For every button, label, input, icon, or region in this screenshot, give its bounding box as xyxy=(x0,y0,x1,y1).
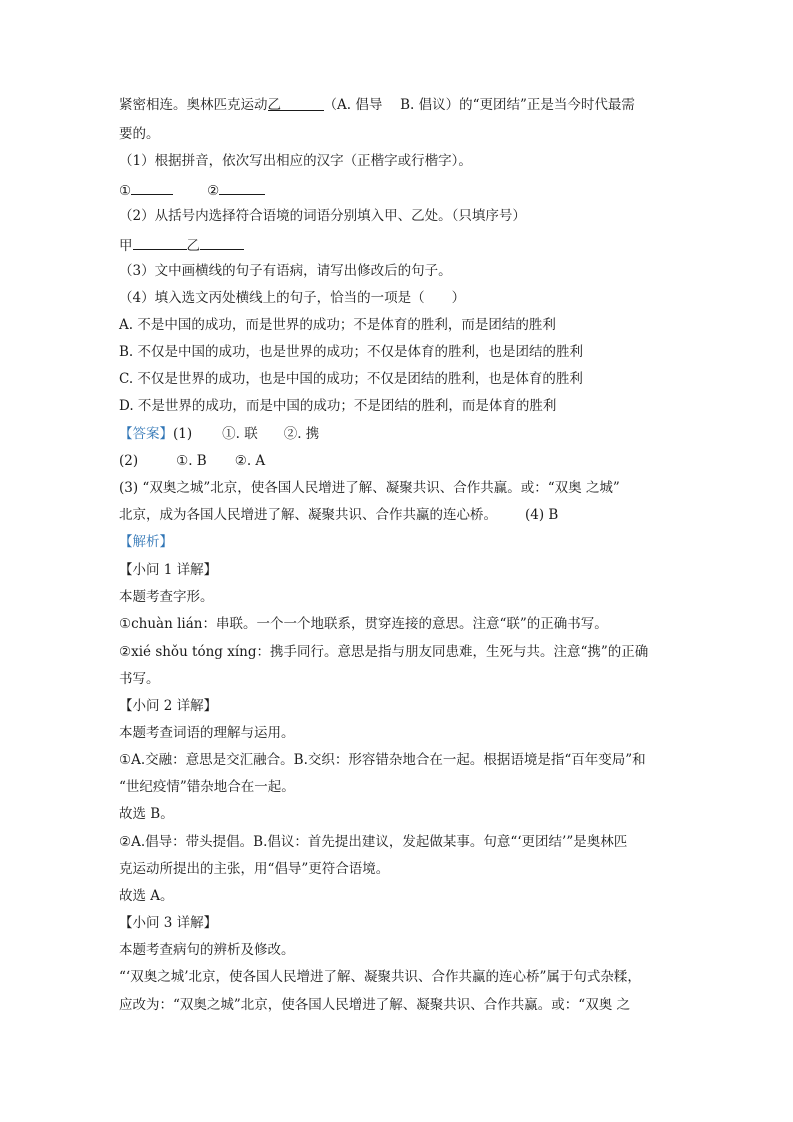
section-1-line: 书写。 xyxy=(119,671,160,687)
option-b: B. 不仅是中国的成功，也是世界的成功；不仅是体育的胜利，也是团结的胜利 xyxy=(119,344,584,360)
answer-3-cont: 北京，成为各国人民增进了解、凝聚共识、合作共赢的连心桥。 xyxy=(119,507,497,523)
option-d: D. 不是世界的成功，而是中国的成功；不是团结的胜利，而是体育的胜利 xyxy=(119,398,557,414)
section-2-line: 克运动所提出的主张，用“倡导”更符合语境。 xyxy=(119,861,390,877)
answer-line-2 xyxy=(119,452,679,470)
section-3-title: 【小问 3 详解】 xyxy=(119,915,218,931)
section-2-line: 本题考查词语的理解与运用。 xyxy=(119,725,295,741)
analysis-label: 【解析】 xyxy=(119,534,173,550)
intro-text: 紧密相连。奥林匹克运动 xyxy=(119,97,268,113)
section-2-line: 故选 A。 xyxy=(119,888,174,904)
section-2-line: 故选 B。 xyxy=(119,806,174,822)
answer-label: 【答案】 xyxy=(119,426,173,442)
intro-line-1 xyxy=(119,96,679,114)
blank-jia xyxy=(133,235,187,250)
blank-mark-yi: 乙 xyxy=(267,97,281,113)
answer-2-b: ②. A xyxy=(234,453,266,469)
question-3: （3）文中画横线的句子有语病，请写出修改后的句子。 xyxy=(119,263,452,279)
section-2-title: 【小问 2 详解】 xyxy=(119,698,218,714)
blank-1-label: ① xyxy=(119,183,132,199)
answer-line-4 xyxy=(119,506,679,524)
question-4: （4）填入选文丙处横线上的句子，恰当的一项是（ ） xyxy=(119,290,466,306)
answer-num-1: (1) xyxy=(173,426,193,442)
intro-options: （A. 倡导 B. 倡议）的“更团结”正是当今时代最需 xyxy=(323,97,635,113)
intro-text-cont: 要的。 xyxy=(119,126,160,142)
section-2-line: “世纪疫情”错杂地合在一起。 xyxy=(119,779,295,795)
section-1-line: ②xié shǒu tóng xíng：携手同行。意思是指与朋友同患难，生死与共。注意“携”的正确 xyxy=(119,644,649,660)
question-2: （2）从括号内选择符合语境的词语分别填入甲、乙处。（只填序号） xyxy=(119,208,526,224)
section-2-line: ②A.倡导：带头提倡。B.倡议：首先提出建议，发起做某事。句意“‘更团结’”是奥林匹 xyxy=(119,834,628,850)
answer-4: (4) B xyxy=(525,507,559,523)
blank-yi xyxy=(268,96,324,111)
blank-jia-label: 甲 xyxy=(119,238,133,254)
blank-yi-label: 乙 xyxy=(186,238,200,254)
section-1-line: ①chuàn lián：串联。一个一个地联系，贯穿连接的意思。注意“联”的正确书写。 xyxy=(119,616,608,632)
question-1: （1）根据拼音，依次写出相应的汉字（正楷字或行楷字）。 xyxy=(119,153,472,169)
section-1-title: 【小问 1 详解】 xyxy=(119,562,218,578)
question-2-blanks xyxy=(119,235,679,255)
answer-1-a: ①. 联 xyxy=(222,426,258,442)
blank-2-label: ② xyxy=(207,183,220,199)
section-1-line: 本题考查字形。 xyxy=(119,589,214,605)
answer-line-3: (3) “双奥之城”北京，使各国人民增进了解、凝聚共识、合作共赢。或：“双奥 之城” xyxy=(119,480,620,496)
question-1-blanks xyxy=(119,180,679,200)
section-3-line: 本题考查病句的辨析及修改。 xyxy=(119,942,295,958)
option-a: A. 不是中国的成功，而是世界的成功；不是体育的胜利，而是团结的胜利 xyxy=(119,317,556,333)
blank-yi-2 xyxy=(200,235,244,250)
blank-2 xyxy=(219,180,265,195)
intro-line-2 xyxy=(119,125,679,143)
option-c: C. 不仅是世界的成功，也是中国的成功；不仅是团结的胜利，也是体育的胜利 xyxy=(119,371,583,387)
section-3-line: 应改为：“双奥之城”北京，使各国人民增进了解、凝聚共识、合作共赢。或：“双奥 之 xyxy=(119,997,630,1013)
section-3-line: “‘双奥之城’北京，使各国人民增进了解、凝聚共识、合作共赢的连心桥”属于句式杂糅， xyxy=(119,969,641,985)
section-2-line: ①A.交融：意思是交汇融合。B.交织：形容错杂地合在一起。根据语境是指“百年变局”和 xyxy=(119,752,646,768)
answer-2-a: ①. B xyxy=(176,453,207,469)
answer-1-b: ②. 携 xyxy=(283,426,320,442)
blank-1 xyxy=(131,180,173,195)
answer-line-1 xyxy=(119,425,679,443)
answer-num-2: (2) xyxy=(119,453,139,469)
